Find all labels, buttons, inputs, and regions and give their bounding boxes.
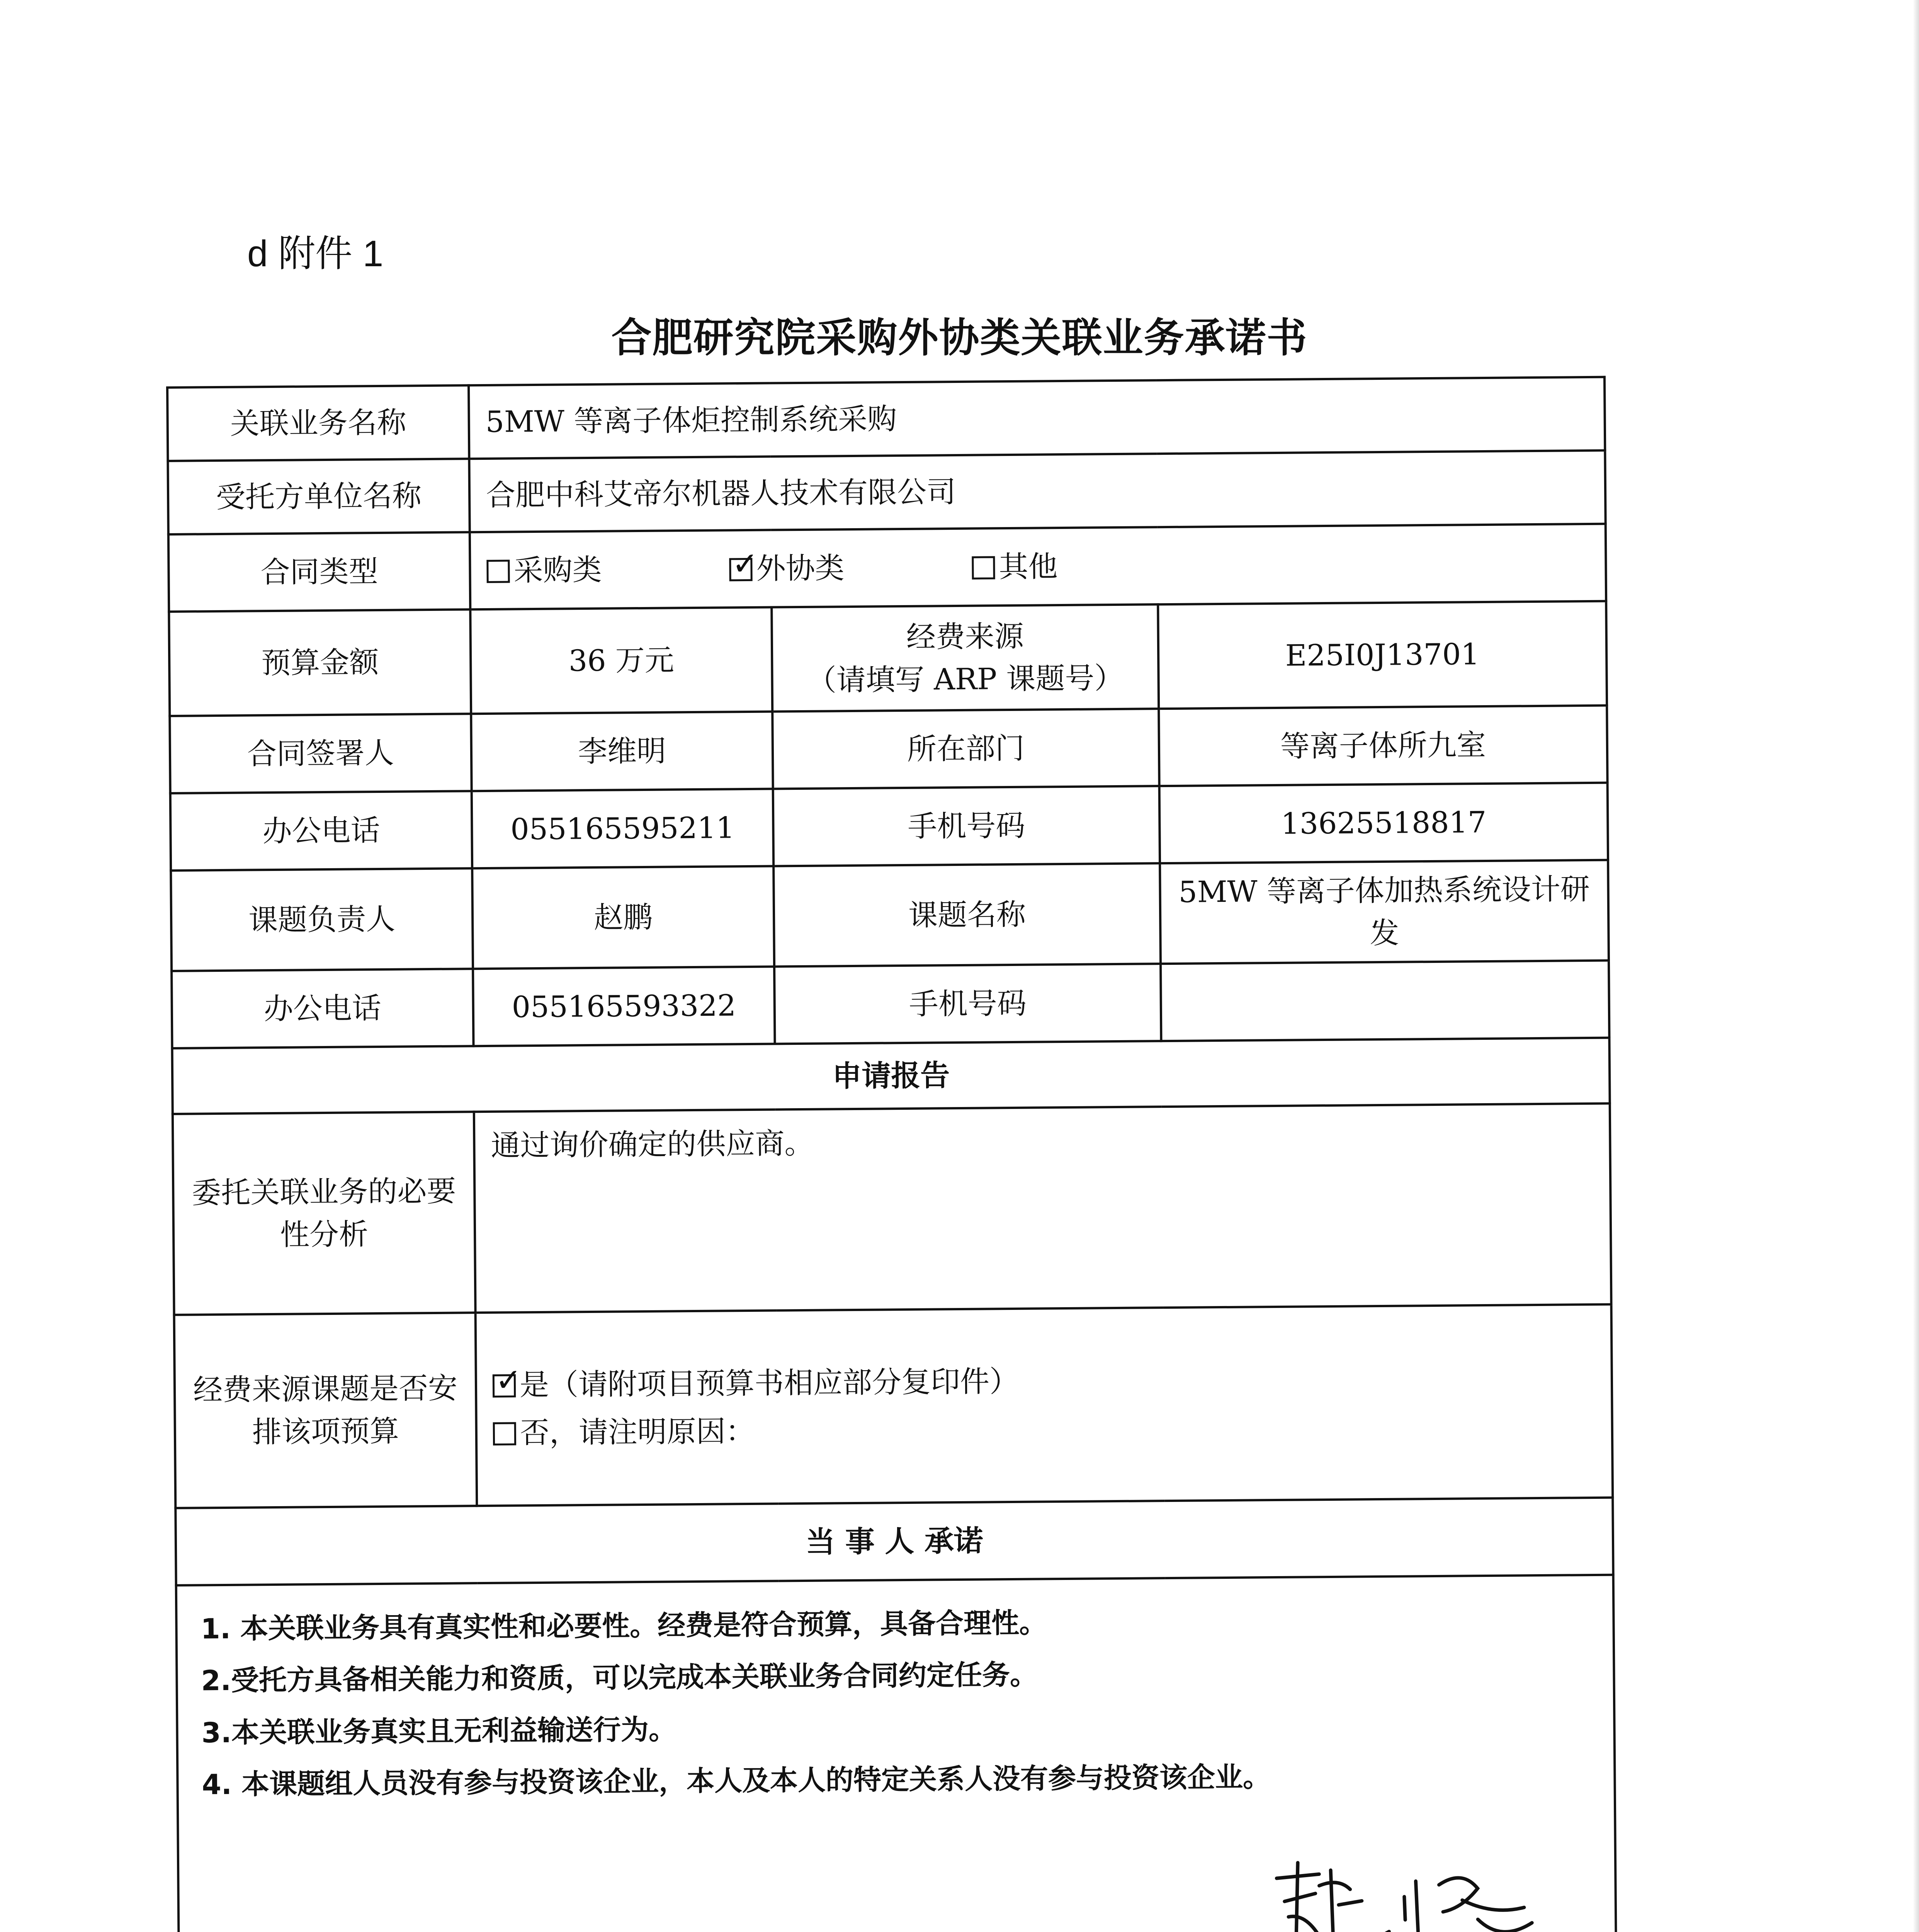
option-other[interactable]: 其他 xyxy=(972,545,1058,588)
report-header: 申请报告 xyxy=(172,1038,1610,1114)
value-department: 等离子体所九室 xyxy=(1159,706,1607,786)
attachment-label: d 附件 1 xyxy=(247,233,384,274)
checkbox-yes[interactable] xyxy=(493,1374,516,1397)
checkbox-procurement[interactable] xyxy=(486,560,510,583)
label-fund-source xyxy=(772,604,1159,711)
page-edge xyxy=(1913,0,1919,1932)
contract-type-options xyxy=(470,524,1606,610)
budget-check-options xyxy=(476,1304,1613,1506)
row-pledges xyxy=(176,1575,1618,1932)
value-lead-mobile xyxy=(1161,961,1609,1041)
label-budget: 预算金额 xyxy=(169,609,471,716)
checkbox-no[interactable] xyxy=(493,1422,516,1445)
value-project-name: 5MW 等离子体加热系统设计研发 xyxy=(1160,860,1609,964)
row-budget xyxy=(169,601,1607,716)
pledge-item-2: 2.受托方具备相关能力和资质，可以完成本关联业务合同约定任务。 xyxy=(201,1658,1038,1697)
row-pledge-header xyxy=(175,1498,1613,1585)
value-entrusted-unit: 合肥中科艾帝尔机器人技术有限公司 xyxy=(469,451,1605,532)
label-contract-type: 合同类型 xyxy=(168,532,470,612)
label-budget-check: 经费来源课题是否安排该项预算 xyxy=(174,1313,477,1508)
pledge-item-4: 4. 本课题组人员没有参与投资该企业，本人及本人的特定关系人没有参与投资该企业。 xyxy=(202,1760,1271,1801)
fund-source-hint: （请填写 ARP 课题号） xyxy=(807,660,1124,697)
value-project-lead: 赵鹏 xyxy=(472,866,774,969)
value-business-name: 5MW 等离子体炬控制系统采购 xyxy=(469,377,1605,459)
row-report-header xyxy=(172,1038,1610,1114)
label-necessity: 委托关联业务的必要性分析 xyxy=(173,1112,476,1315)
value-fund-source: E25I0J13701 xyxy=(1158,601,1607,709)
commitment-form xyxy=(166,376,1617,1932)
pledge-header: 当 事 人 承诺 xyxy=(175,1498,1613,1585)
row-lead-phone xyxy=(172,961,1609,1048)
option-procurement[interactable]: 采购类 xyxy=(486,549,602,592)
handwritten-signature xyxy=(1261,1853,1540,1932)
row-contract-type xyxy=(168,524,1606,612)
label-business-name: 关联业务名称 xyxy=(167,385,469,461)
pledge-list xyxy=(193,1588,1605,1805)
pledge-item-3: 3.本关联业务真实且无利益输送行为。 xyxy=(201,1713,677,1749)
row-business-name xyxy=(167,377,1605,461)
option-yes[interactable]: ✓是（请附项目预算书相应部分复印件） xyxy=(493,1356,1602,1406)
label-signer: 合同签署人 xyxy=(170,714,471,793)
value-budget: 36 万元 xyxy=(470,607,772,714)
label-project-lead: 课题负责人 xyxy=(171,868,473,971)
pledge-item-1: 1. 本关联业务具有真实性和必要性。经费是符合预算，具备合理性。 xyxy=(201,1606,1047,1645)
label-office-phone: 办公电话 xyxy=(170,791,472,871)
label-entrusted-unit: 受托方单位名称 xyxy=(168,459,469,534)
checkbox-other[interactable] xyxy=(972,556,995,579)
option-no[interactable]: 否，请注明原因： xyxy=(493,1404,1602,1454)
fund-source-label: 经费来源 xyxy=(906,619,1024,654)
document-title: 合肥研究院采购外协类关联业务承诺书 xyxy=(611,314,1308,361)
value-lead-office-phone: 055165593322 xyxy=(473,967,775,1046)
label-project-name: 课题名称 xyxy=(773,863,1161,966)
value-signer: 李维明 xyxy=(471,712,773,791)
label-mobile: 手机号码 xyxy=(773,786,1160,866)
value-necessity: 通过询价确定的供应商。 xyxy=(474,1104,1611,1313)
value-office-phone: 055165595211 xyxy=(472,789,773,869)
row-entrusted-unit xyxy=(168,451,1605,534)
label-lead-mobile: 手机号码 xyxy=(774,964,1161,1044)
pledge-content xyxy=(176,1575,1618,1932)
option-outsourcing[interactable]: ✓ 外协类 xyxy=(729,547,845,590)
label-lead-office-phone: 办公电话 xyxy=(172,969,473,1048)
signature-area xyxy=(194,1806,1608,1932)
label-department: 所在部门 xyxy=(772,709,1159,789)
checkbox-outsourcing[interactable] xyxy=(729,558,752,581)
row-necessity xyxy=(173,1104,1611,1315)
row-signer xyxy=(170,706,1607,793)
value-mobile: 13625518817 xyxy=(1159,783,1608,863)
row-project-lead xyxy=(171,860,1609,971)
row-budget-check xyxy=(174,1304,1613,1508)
row-signer-phone xyxy=(170,783,1608,871)
